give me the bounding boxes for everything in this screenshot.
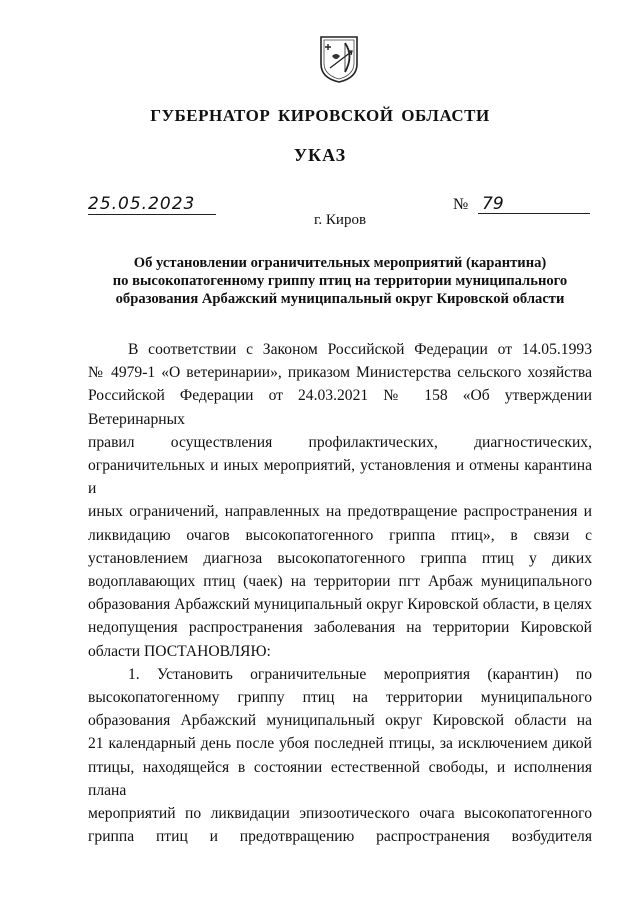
document-heading (88, 254, 592, 308)
body-line: образования Арбажский муниципальный округ Кировской области, в целях (88, 596, 592, 614)
body-line: ликвидацию очагов высокопатогенного гриппа птиц», в связи с (88, 526, 592, 544)
body-line: № 4979-1 «О ветеринарии», приказом Министерства сельского хозяйства (88, 364, 592, 382)
body-line: мероприятий по ликвидации эпизоотического очага высокопатогенного (88, 805, 592, 823)
body-line: правил осуществления профилактических, диагностических, (88, 433, 592, 451)
body-line: птицы, находящейся в состоянии естественной свободы, и исполнения плана (88, 758, 592, 799)
body-line: гриппа птиц и предотвращению распространения возбудителя (88, 828, 592, 846)
document-date: 25.05.2023 (88, 194, 216, 215)
body-line: Российской Федерации от 24.03.2021 № 158 «Об утверждении Ветеринарных (88, 387, 592, 428)
body-line: иных ограничений, направленных на предотвращение распространения и (88, 503, 592, 521)
body-line: В соответствии с Законом Российской Федерации от 14.05.1993 (128, 341, 592, 358)
document-type: УКАЗ (293, 145, 347, 165)
body-line: 21 календарный день после убоя последней птицы, за исключением дикой (88, 735, 592, 753)
body-line: водоплавающих птиц (чаек) на территории пгт Арбаж муниципального (88, 573, 592, 591)
body-line: области ПОСТАНОВЛЯЮ: (88, 642, 271, 660)
document-number: 79 (478, 194, 590, 214)
heading-line: Об установлении ограничительных мероприятий (карантина) (133, 255, 547, 271)
number-sign: № (453, 196, 469, 213)
heading-line: по высокопатогенному гриппу птиц на территории муниципального (112, 273, 568, 289)
document-body (88, 338, 592, 848)
body-line: недопущения распространения заболевания на территории Кировской (88, 619, 592, 637)
body-line: установлением диагноза высокопатогенного гриппа птиц у диких (88, 549, 592, 567)
body-line: 1. Установить ограничительные мероприятия (карантин) по (128, 665, 592, 683)
heading-line: образования Арбажский муниципальный округ Кировской области (115, 291, 565, 307)
body-line: образования Арбажский муниципальный округ Кировской области на (88, 712, 592, 730)
body-line: ограничительных и иных мероприятий, установления и отмены карантина и (88, 457, 592, 498)
issuing-authority: ГУБЕРНАТОР КИРОВСКОЙ ОБЛАСТИ (150, 106, 490, 125)
body-line: высокопатогенному гриппу птиц на территории муниципального (88, 689, 592, 707)
document-city: г. Киров (313, 212, 367, 228)
kirov-coat-of-arms-icon (318, 34, 360, 84)
